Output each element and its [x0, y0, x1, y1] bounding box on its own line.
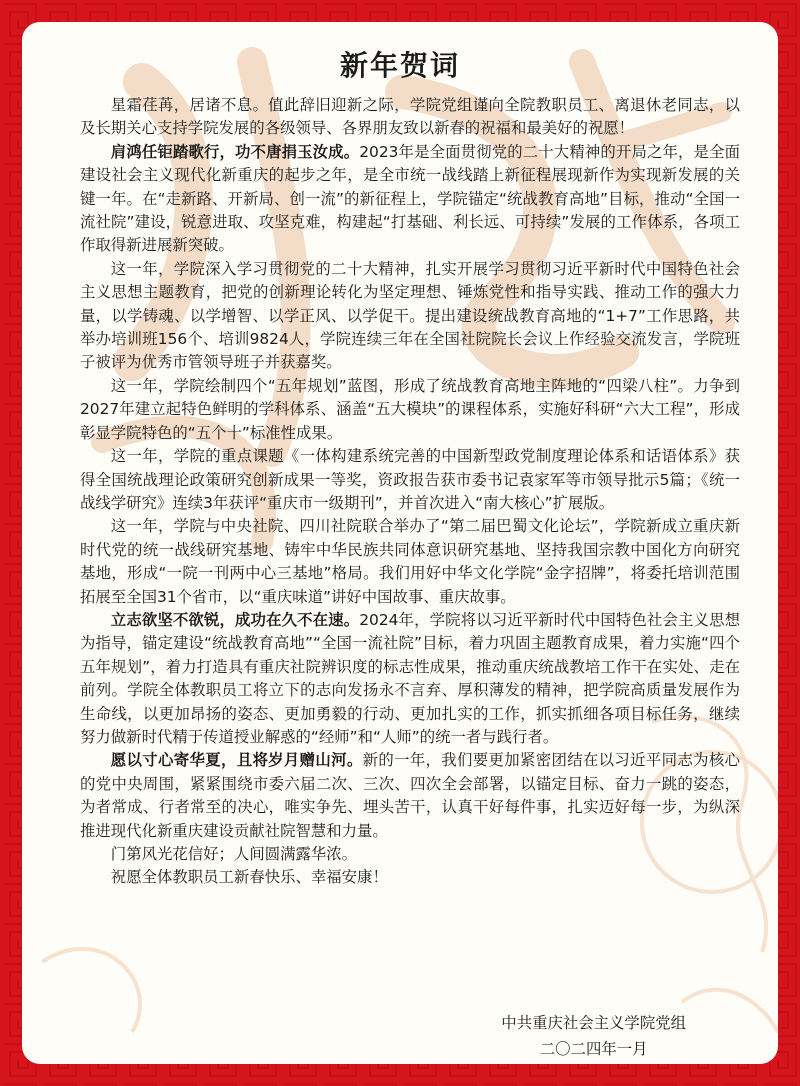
page-title: 新年贺词 — [339, 49, 460, 82]
paragraph-3: 这一年，学院深入学习贯彻党的二十大精神，扎实开展学习贯彻习近平新时代中国特色社会主义思想主题教育，把党的创新理论转化为坚定理想、锤炼党性和指导实践、推动工作的强大力量，以学铸魂、以学增智、以学正风、以学促干。提出建设统战教育高地的“1+7”工作思路，共举办培训班156个、培训9824人，学院连续三年在全国社院院长会议上作经验交流发言，学院班子被评为优秀市管领导班子并获嘉奖。 — [80, 259, 740, 372]
paragraph-4: 这一年，学院绘制四个“五年规划”蓝图，形成了统战教育高地主阵地的“四梁八柱”。力争到 2027年建立起特色鲜明的学科体系、涵盖“五大模块”的课程体系，实施好科研“六大工程”，形成彰显学院特色的“五个十”标准性成果。 — [80, 376, 740, 442]
paragraph-5: 这一年，学院的重点课题《一体构建系统完善的中国新型政党制度理论体系和话语体系》获得全国统战理论政策研究创新成果一等奖，资政报告获市委书记袁家军等市领导批示5篇；《统一战线学研究》连续3年获评“重庆市一级期刊”，并首次进入“南大核心”扩展版。 — [80, 447, 740, 512]
signature-block — [501, 1010, 686, 1062]
paragraph-7: 立志欲坚不欲锐，成功在久不在速。2024年，学院将以习近平新时代中国特色社会主义思想为指导，锚定建设“统战教育高地”“全国一流社院”目标，着力巩固主题教育成果，着力实施“四个五年规划”，着力打造具有重庆社院辨识度的标志性成果，推动重庆统战教培工作干在实处、走在前列。学院全体教职员工将立下的志向发扬永不言弃、厚积薄发的精神，把学院高质量发展作为生命线，以更加昂扬的姿态、更加勇毅的行动、更加扎实的工作，抓实抓细各项目标任务，继续努力做新时代精于传道授业解惑的“经师”和“人师”的统一者与践行者。 — [80, 610, 740, 746]
signature-date: 二〇二四年一月 — [539, 1040, 648, 1058]
paragraph-2: 肩鸿任钜踏歌行，功不唐捐玉汝成。2023年是全面贯彻党的二十大精神的开局之年，是全面建设社会主义现代化新重庆的起步之年，是全市统一战线踏上新征程展现新作为实现新发展的关键一年。在“走新路、开新局、创一流”的新征程上，学院锚定“统战教育高地”目标，推动“全国一流社院”建设，锐意进取、攻坚克难，构建起“打基础、利长远、可持续”发展的工作体系，各项工作取得新进展新突破。 — [80, 142, 740, 255]
paragraph-10: 祝愿全体教职员工新春快乐、幸福安康！ — [110, 868, 388, 887]
signature-org: 中共重庆社会主义学院党组 — [501, 1014, 686, 1032]
paragraph-6: 这一年，学院与中央社院、四川社院联合举办了“第二届巴蜀文化论坛”，学院新成立重庆新时代党的统一战线研究基地、铸牢中华民族共同体意识研究基地、坚持我国宗教中国化方向研究基地，形成“一院一刊两中心三基地”格局。我们用好中华文化学院“金字招牌”，将委托培训范围拓展至全国31个省市，以“重庆味道”讲好中国故事、重庆故事。 — [80, 517, 740, 606]
letter-body — [80, 94, 740, 890]
paragraph-1: 星霜荏苒，居诸不息。值此辞旧迎新之际，学院党组谨向全院教职员工、离退休老同志，以及长期关心支持学院发展的各级领导、各界朋友致以新春的祝福和最美好的祝愿！ — [80, 96, 740, 138]
letter-card — [22, 22, 778, 1064]
paragraph-9: 门第风光花信好；人间圆满露华浓。 — [110, 845, 358, 863]
paragraph-8: 愿以寸心寄华夏，且将岁月赠山河。新的一年，我们要更加紧密团结在以习近平同志为核心的党中央周围，紧紧围绕市委六届二次、三次、四次全会部署，以锚定目标、奋力一跳的姿态，为者常成、行者常至的决心，唯实争先、埋头苦干，认真干好每件事，扎实迈好每一步，为纵深推进现代化新重庆建设贡献社院智慧和力量。 — [80, 751, 740, 840]
